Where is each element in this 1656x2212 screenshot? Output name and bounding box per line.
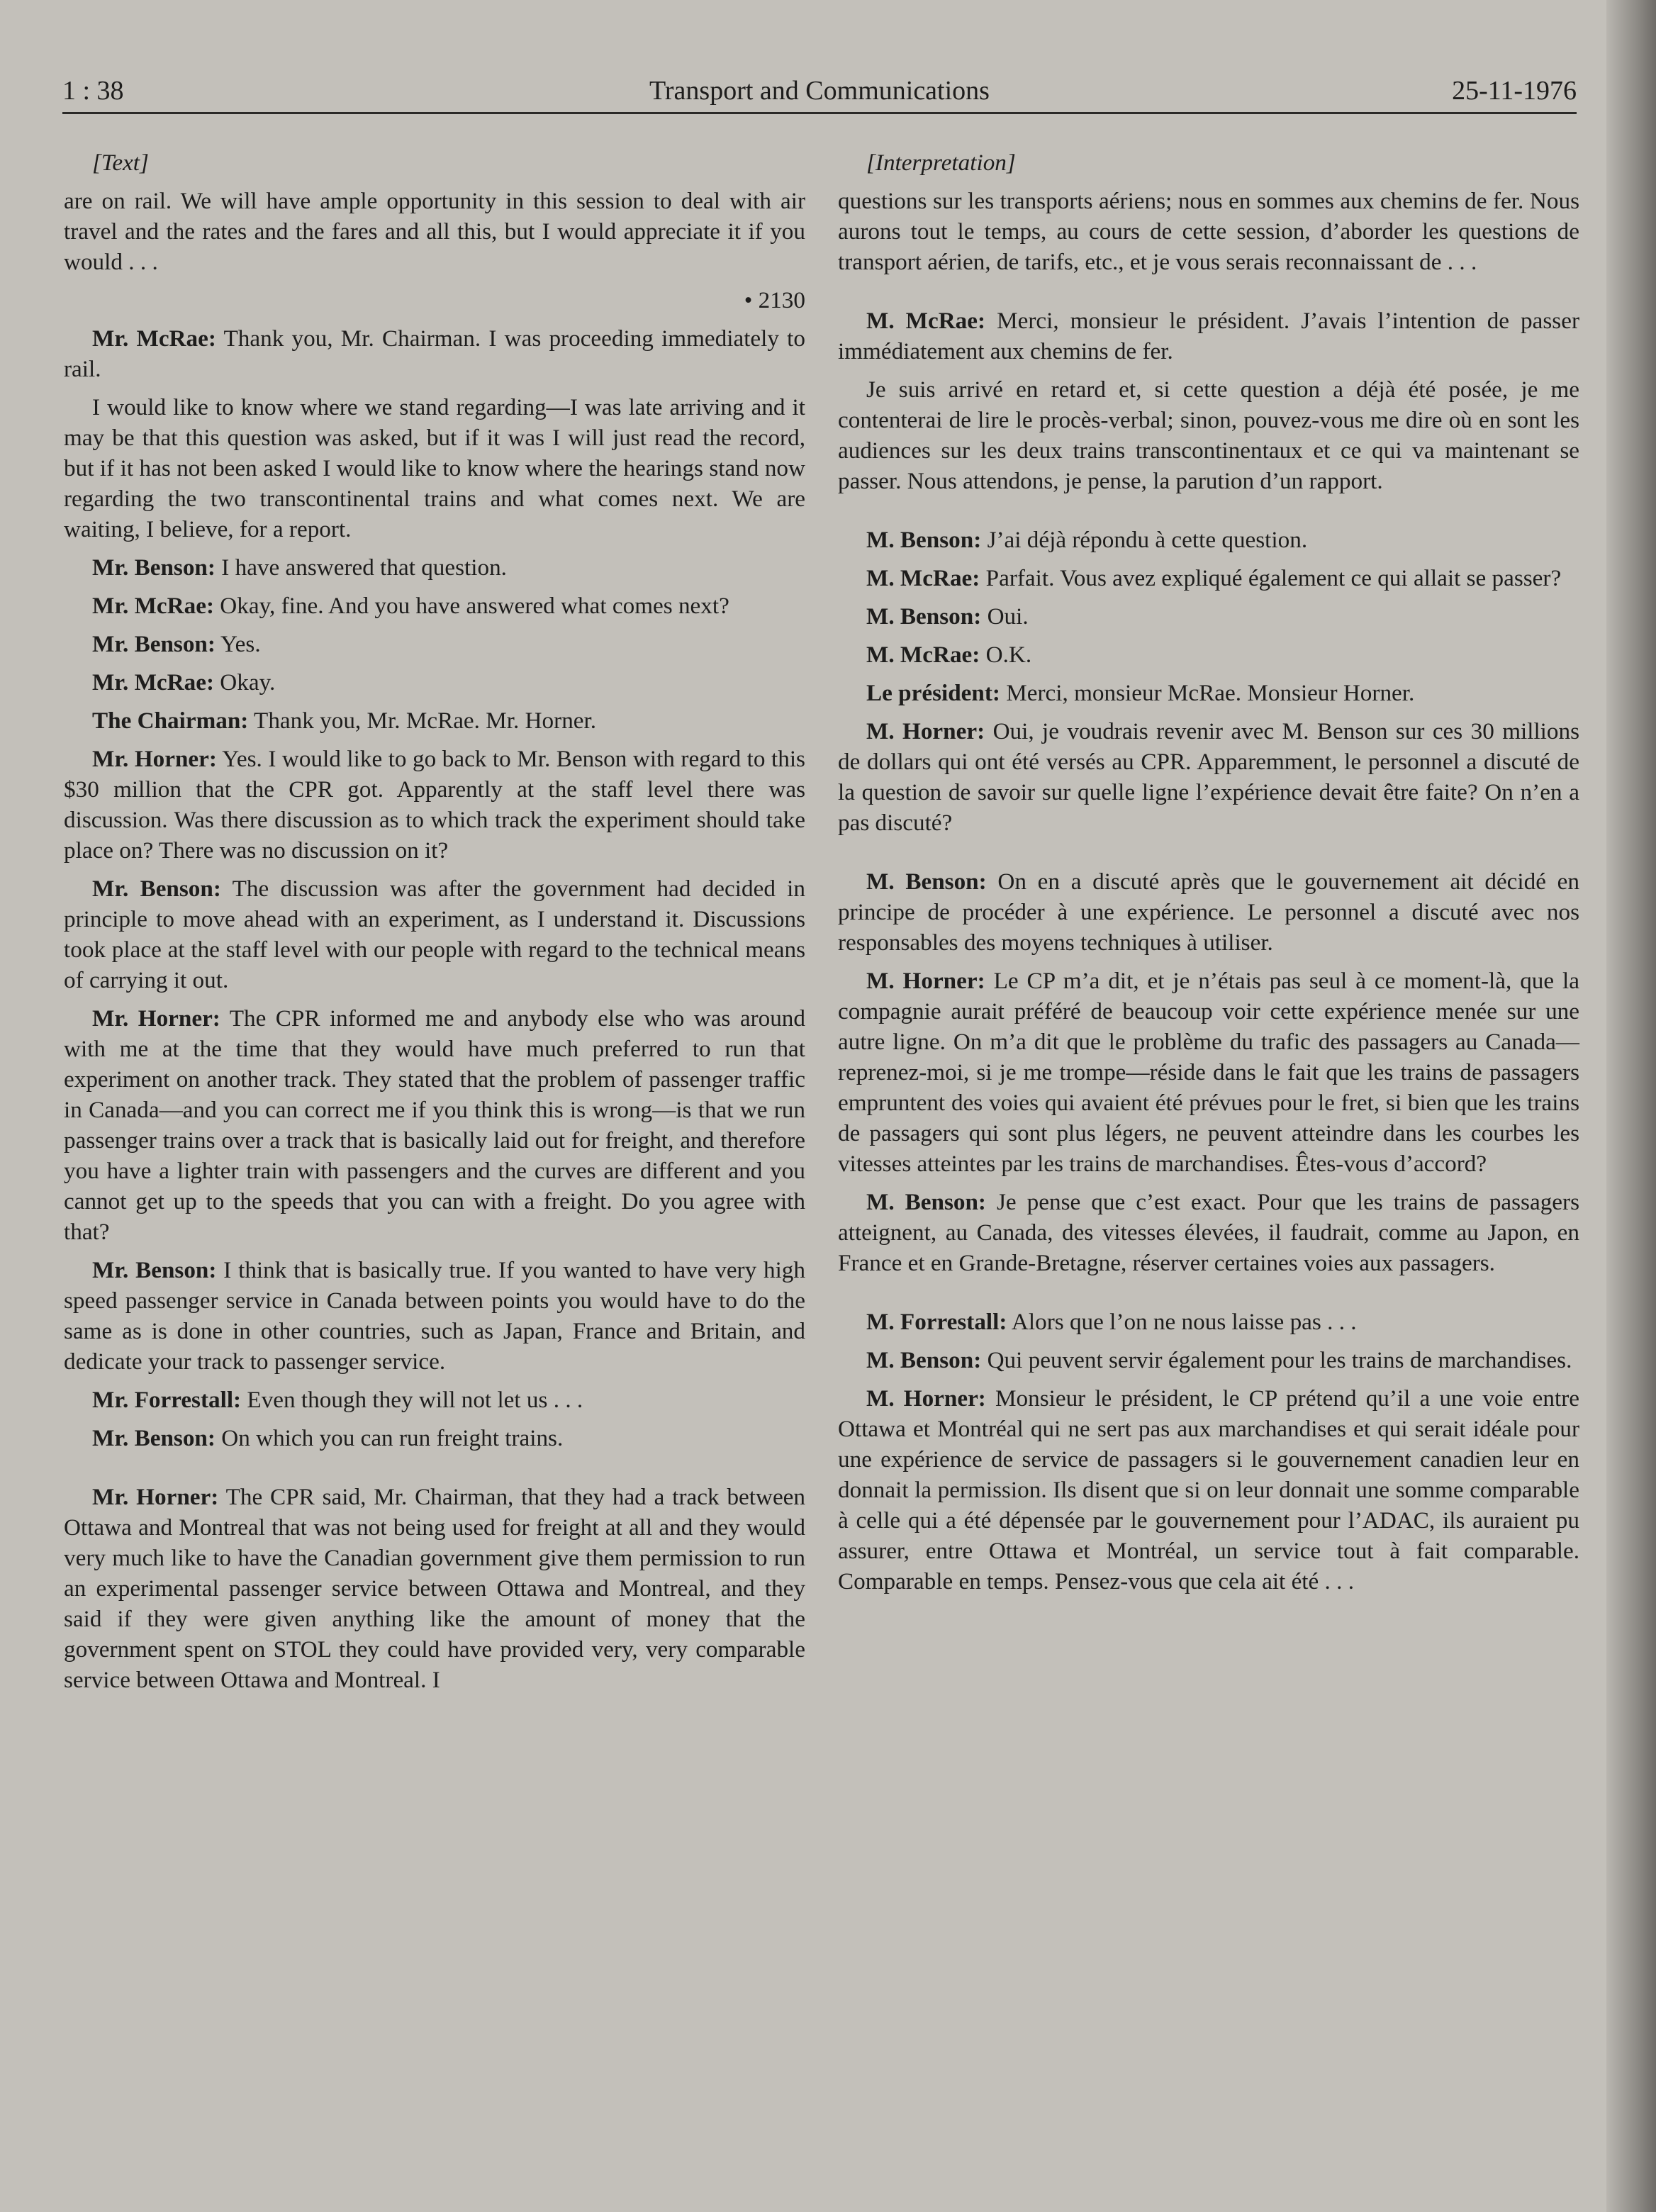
statement — [64, 705, 805, 736]
speaker-name: M. Benson: — [866, 603, 982, 630]
statement-text: The discussion was after the government had decided in principle to move ahead with an experiment, as I understand it. Discussions took place at the staff level with our people with regard to the technical means of carrying it out. — [64, 876, 805, 993]
statement — [838, 716, 1579, 838]
header-date: 25-11-1976 — [1452, 76, 1577, 106]
speaker-name: Mr. Benson: — [92, 554, 216, 581]
interpretation-label: [Interpretation] — [866, 150, 1016, 176]
header-rule — [62, 112, 1577, 114]
statement-text: I have answered that question. — [221, 554, 507, 581]
statement-text: Okay. — [220, 669, 276, 696]
statement — [838, 306, 1579, 367]
time-marker: • 2130 — [744, 287, 805, 313]
statement — [64, 1003, 805, 1247]
speaker-name: Mr. Benson: — [92, 1257, 217, 1283]
statement-text: Je suis arrivé en retard et, si cette question a déjà été posée, je me contenterai de lire le procès-verbal; sinon, pouvez-vous me dire où en sont les audiences sur les deux trains transcontinentaux et ce qui va maintenant se passer. Nous attendons, je pense, la parution d’un rapport. — [838, 376, 1579, 494]
statement-text: Parfait. Vous avez expliqué également ce qui allait se passer? — [985, 565, 1562, 591]
statement — [64, 744, 805, 866]
speaker-name: M. Benson: — [866, 868, 987, 895]
statement — [64, 323, 805, 384]
statement-text: Oui. — [987, 603, 1029, 630]
english-column — [64, 147, 805, 1703]
speaker-name: M. McRae: — [866, 308, 986, 334]
statement — [838, 966, 1579, 1179]
statement-text: On which you can run freight trains. — [221, 1425, 564, 1451]
statement — [838, 866, 1579, 958]
statement — [838, 1345, 1579, 1375]
speaker-name: M. Horner: — [866, 718, 985, 744]
statement-text: Thank you, Mr. McRae. Mr. Horner. — [254, 708, 597, 734]
statement-text: Monsieur le président, le CP prétend qu’il a une voie entre Ottawa et Montréal qui ne sert pas aux marchandises et qui serait idéale pour une expérience de service de passagers si le gouvernement canadien leur en donnait la permission. Ils disent que si on leur donnait une somme comparable à celle qui a été dépensée par le gouvernement pour l’ADAC, ils auraient pu assurer, entre Ottawa et Montréal, un service tout à fait comparable. Comparable en temps. Pensez-vous que cela ait été . . . — [838, 1385, 1579, 1594]
speaker-name: Mr. Benson: — [92, 876, 221, 902]
page-header — [62, 71, 1577, 113]
speaker-name: Mr. McRae: — [92, 325, 216, 352]
statement-text: I would like to know where we stand regarding—I was late arriving and it may be that this question was asked, but if it was I will just read the record, but if it has not been asked I would like to know where the hearings stand now regarding the two transcontinental trains and what comes next. We are waiting, I believe, for a report. — [64, 394, 805, 542]
speaker-name: M. Forrestall: — [866, 1309, 1007, 1335]
page-binding-shadow — [1606, 0, 1656, 2212]
statement-text: Thank you, Mr. Chairman. I was proceeding immediately to rail. — [64, 325, 805, 382]
speaker-name: M. Benson: — [866, 527, 982, 553]
speaker-name: Mr. Horner: — [92, 1005, 220, 1032]
speaker-name: M. Horner: — [866, 1385, 986, 1412]
statement — [838, 639, 1579, 670]
speaker-name: Mr. Horner: — [92, 746, 217, 772]
statement-text: Merci, monsieur le président. J’avais l’intention de passer immédiatement aux chemins de fer. — [838, 308, 1579, 364]
statement-text: The CPR informed me and anybody else who was around with me at the time that they would have much preferred to run that experiment on another track. They stated that the problem of passenger traffic in Canada—and you can correct me if you think this is wrong—is that we run passenger trains over a track that is basically laid out for freight, and therefore you have a lighter train with passengers and the curves are different and you cannot get up to the speeds that you can with a freight. Do you agree with that? — [64, 1005, 805, 1245]
text-label: [Text] — [92, 150, 149, 176]
statement — [64, 1423, 805, 1453]
speaker-name: M. Horner: — [866, 968, 985, 994]
speaker-name: Le président: — [866, 680, 1000, 706]
running-title: Transport and Communications — [649, 76, 990, 106]
speaker-name: Mr. Benson: — [92, 1425, 216, 1451]
statement — [838, 1307, 1579, 1337]
statement — [64, 552, 805, 583]
statement — [838, 1187, 1579, 1278]
statement-text: Oui, je voudrais revenir avec M. Benson sur ces 30 millions de dollars qui ont été versés au CPR. Apparemment, le personnel a discuté de la question de savoir sur quelle ligne l’expérience devait être faite? On n’en a pas discuté? — [838, 718, 1580, 836]
statement-text: Qui peuvent servir également pour les trains de marchandises. — [987, 1347, 1572, 1373]
statement-text: Je pense que c’est exact. Pour que les trains de passagers atteignent, au Canada, des vitesses élevées, il faudrait, comme au Japon, en France et en Grande-Bretagne, réserver certaines voies aux passagers. — [838, 1189, 1579, 1276]
speaker-name: M. McRae: — [866, 642, 980, 668]
speaker-name: M. McRae: — [866, 565, 980, 591]
statement-text: J’ai déjà répondu à cette question. — [987, 527, 1308, 553]
statement-text: Le CP m’a dit, et je n’étais pas seul à ce moment-là, que la compagnie aurait préféré de beaucoup voir cette expérience menée sur une autre ligne. On m’a dit que le problème du trafic des passagers au Canada—reprenez-moi, si je me trompe—réside dans le fait que les trains de passagers empruntent des voies qui avaient été prévues pour le fret, si bien que les trains de passagers qui sont plus légers, ne peuvent atteindre dans les courbes les vitesses atteintes par les trains de marchandises. Êtes-vous d’accord? — [838, 968, 1580, 1177]
statement — [64, 629, 805, 659]
speaker-name: The Chairman: — [92, 708, 249, 734]
speaker-name: Mr. McRae: — [92, 669, 214, 696]
statement-text: Even though they will not let us . . . — [247, 1387, 583, 1413]
statement — [838, 601, 1579, 632]
statement — [64, 1385, 805, 1415]
page-number: 1 : 38 — [62, 76, 124, 106]
statement — [64, 1482, 805, 1695]
statement-text: Okay, fine. And you have answered what comes next? — [220, 593, 729, 619]
speaker-name: Mr. McRae: — [92, 593, 214, 619]
statement-text: Yes. I would like to go back to Mr. Benson with regard to this $30 million that the CPR got. Apparently at the staff level there was discussion. Was there discussion as to which track the experiment should take place on? There was no discussion on it? — [64, 746, 805, 864]
statement — [838, 678, 1579, 708]
statement-text: I think that is basically true. If you wanted to have very high speed passenger service in Canada between points you would have to do the same as is done in other countries, such as Japan, France and Britain, and dedicate your track to passenger service. — [64, 1257, 805, 1375]
statement — [64, 392, 805, 544]
statement-text: Merci, monsieur McRae. Monsieur Horner. — [1006, 680, 1415, 706]
speaker-name: Mr. Forrestall: — [92, 1387, 242, 1413]
statement-text: Alors que l’on ne nous laisse pas . . . — [1011, 1309, 1357, 1335]
speaker-name: M. Benson: — [866, 1347, 982, 1373]
statement — [838, 374, 1579, 496]
statement — [64, 667, 805, 698]
statement-text: The CPR said, Mr. Chairman, that they had a track between Ottawa and Montreal that was not being used for freight at all and they would very much like to have the Canadian government give them permission to run an experimental passenger service between Ottawa and Montreal, and they said if they were given anything like the amount of money that the government spent on STOL they could have provided very, very comparable service between Ottawa and Montreal. I — [64, 1484, 806, 1693]
statement — [838, 563, 1579, 593]
statement — [838, 525, 1579, 555]
statement — [64, 1255, 805, 1377]
opening-paragraph: are on rail. We will have ample opportunity in this session to deal with air travel and the rates and the fares and all this, but I would appreciate it if you would . . . — [64, 188, 805, 275]
speaker-name: M. Benson: — [866, 1189, 986, 1215]
speaker-name: Mr. Benson: — [92, 631, 216, 657]
statement-text: On en a discuté après que le gouvernement ait décidé en principe de procéder à une expérience. Le personnel a discuté avec nos responsables des moyens techniques à utiliser. — [838, 868, 1579, 956]
statement-text: O.K. — [985, 642, 1032, 668]
statement — [64, 591, 805, 621]
speaker-name: Mr. Horner: — [92, 1484, 219, 1510]
statement — [64, 873, 805, 995]
statement — [838, 1383, 1579, 1597]
opening-paragraph: questions sur les transports aériens; nous en sommes aux chemins de fer. Nous aurons tout le temps, au cours de cette session, d’aborder les questions de transport aérien, de tarifs, etc., et je vous serais reconnaissant de . . . — [838, 188, 1579, 275]
french-column — [838, 147, 1579, 1604]
statement-text: Yes. — [220, 631, 261, 657]
